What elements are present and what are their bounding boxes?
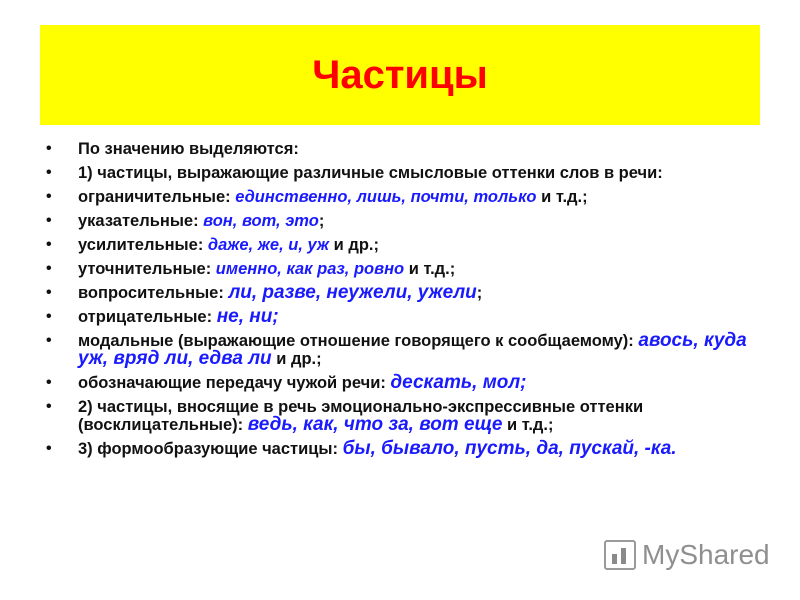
list-item [40,284,770,302]
item-examples: дескать, мол; [390,372,527,393]
item-examples: ли, разве, неужели, ужели [228,282,477,303]
list-item [40,188,770,206]
item-lead: отрицательные: [78,308,217,326]
item-examples: вон, вот, это [203,212,319,230]
list-item [40,140,770,158]
list-item [40,332,770,368]
bullet-icon: • [46,398,52,415]
bullet-icon: • [46,440,52,457]
item-lead: По значению выделяются: [78,140,299,158]
list-item [40,398,770,434]
item-examples: авось, куда уж, вряд ли, едва ли [78,330,747,369]
bullet-icon: • [46,374,52,391]
item-examples: ведь, как, что за, вот еще [247,414,503,435]
bullet-icon: • [46,212,52,229]
title-banner [40,25,760,125]
item-lead: модальные (выражающие отношение говорящего к сообщаемому): [78,332,639,350]
item-examples: не, ни; [216,306,279,327]
bullet-icon: • [46,140,52,157]
list-item [40,212,770,230]
item-examples: именно, как раз, ровно [215,260,405,278]
item-lead: 1) частицы, выражающие различные смысловые оттенки слов в речи: [78,164,663,182]
chart-icon [604,540,636,570]
bullet-icon: • [46,284,52,301]
bullet-icon: • [46,164,52,181]
item-tail: ; [476,284,483,302]
list-item [40,308,770,326]
item-examples: единственно, лишь, почти, только [235,188,537,206]
item-lead: вопросительные: [78,284,229,302]
item-examples: даже, же, и, уж [207,236,330,254]
list-item [40,374,770,392]
item-lead: ограничительные: [78,188,236,206]
item-tail: и др.; [329,236,379,254]
bullet-icon: • [46,236,52,253]
list-item [40,440,770,458]
item-lead: 3) формообразующие частицы: [78,440,343,458]
item-lead: указательные: [78,212,204,230]
list-item [40,260,770,278]
list-item [40,236,770,254]
logo-text: MyShared [642,539,770,570]
item-lead: усилительные: [78,236,208,254]
item-lead: обозначающие передачу чужой речи: [78,374,391,392]
myshared-logo [604,535,770,575]
bullet-icon: • [46,332,52,349]
bullet-icon: • [46,308,52,325]
bullet-icon: • [46,188,52,205]
item-tail: и др.; [271,350,322,368]
item-examples: бы, бывало, пусть, да, пускай, -ка. [342,438,677,459]
bullet-icon: • [46,260,52,277]
slide-title: Частицы [312,52,488,97]
item-tail: ; [318,212,325,230]
list-item [40,164,770,182]
item-tail: и т.д.; [404,260,456,278]
item-lead: уточнительные: [78,260,216,278]
bullet-list [40,140,770,464]
item-lead: 2) частицы, вносящие в речь эмоционально-экспрессивные оттенки (восклицательные): [78,398,644,434]
item-tail: и т.д.; [502,416,554,434]
item-tail: и т.д.; [536,188,588,206]
